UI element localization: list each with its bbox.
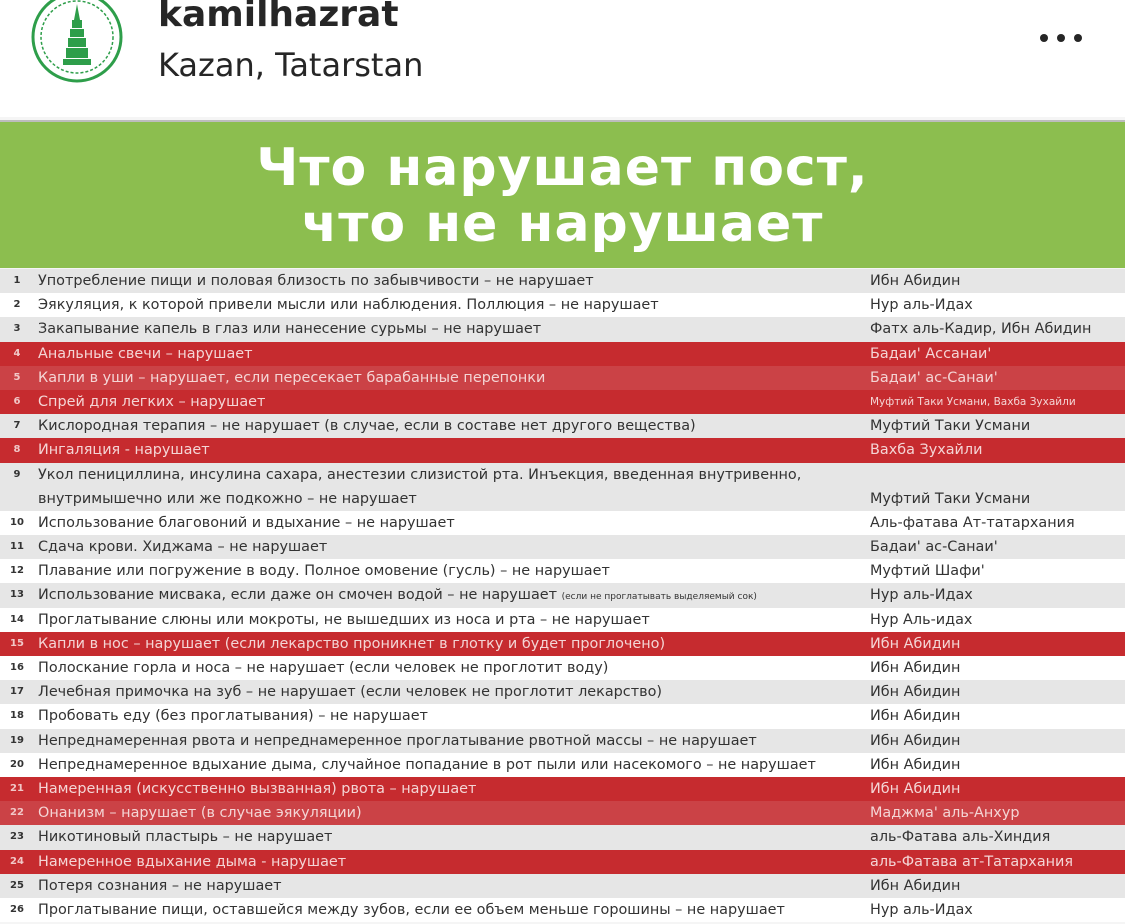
row-number: 13 (10, 589, 24, 601)
row-number: 21 (10, 782, 24, 794)
row-text (38, 317, 864, 341)
row-source: аль-Фатава ат-Татархания (870, 853, 1074, 870)
row-number: 10 (10, 516, 24, 528)
row-text-main: Ингаляция - нарушает (38, 442, 210, 459)
row-number: 2 (13, 299, 21, 311)
row-text-main: Лечебная примочка на зуб – не нарушает (если человек не проглотит лекарство) (38, 684, 663, 701)
row-text-main: Намеренная (искусственно вызванная) рвота – нарушает (38, 780, 477, 797)
table-row (0, 874, 1125, 898)
row-text-main: Анальные свечи – нарушает (38, 345, 253, 362)
row-source: Муфтий Таки Усмани, Вахба Зухайли (870, 395, 1076, 408)
row-text (38, 269, 864, 293)
row-text (38, 777, 864, 801)
row-text-main: Эякуляция, к которой привели мысли или наблюдения. Поллюция – не нарушает (38, 297, 659, 314)
table-row (0, 753, 1125, 777)
row-number: 22 (10, 807, 24, 819)
row-source: Ибн Абидин (870, 660, 961, 677)
row-text-main: Пробовать еду (без проглатывания) – не нарушает (38, 708, 428, 725)
row-number: 6 (13, 395, 21, 407)
row-source: Аль-фатава Ат-татархания (870, 514, 1075, 531)
row-text (38, 608, 864, 632)
row-text (38, 680, 864, 704)
row-source: Ибн Абидин (870, 877, 961, 894)
row-source: Нур Аль-идах (870, 611, 973, 628)
row-source: аль-Фатава аль-Хиндия (870, 829, 1051, 846)
row-text-main: Онанизм – нарушает (в случае эякуляции) (38, 805, 362, 822)
row-source: Фатх аль-Кадир, Ибн Абидин (870, 321, 1092, 338)
row-text (38, 366, 864, 390)
row-text (38, 463, 864, 511)
table-row (0, 293, 1125, 317)
row-text-main: Закапывание капель в глаз или нанесение сурьмы – не нарушает (38, 321, 542, 338)
row-text (38, 850, 864, 874)
row-text-main: Полоскание горла и носа – не нарушает (если человек не проглотит воду) (38, 660, 609, 677)
table-row (0, 559, 1125, 583)
row-text (38, 632, 864, 656)
banner-title-line1: Что нарушает пост, (256, 138, 869, 198)
table-row (0, 656, 1125, 680)
post-image (0, 117, 1125, 924)
table-row (0, 898, 1125, 922)
row-number: 9 (13, 468, 21, 480)
row-source: Вахба Зухайли (870, 442, 983, 459)
row-text-main: Никотиновый пластырь – не нарушает (38, 829, 333, 846)
row-number: 12 (10, 565, 24, 577)
row-number: 23 (10, 831, 24, 843)
table-row (0, 366, 1125, 390)
row-source: Нур аль-Идах (870, 587, 973, 604)
row-number: 1 (13, 275, 21, 286)
banner (0, 120, 1125, 268)
row-number: 3 (13, 323, 21, 335)
row-source: Бадаи' ас-Санаи' (870, 539, 998, 556)
table-row (0, 535, 1125, 559)
row-text (38, 438, 864, 462)
row-text (38, 583, 864, 609)
table-row (0, 390, 1125, 414)
row-number: 8 (13, 444, 21, 456)
table-row (0, 463, 1125, 511)
row-text-main: Использование благовоний и вдыхание – не нарушает (38, 514, 455, 531)
row-text (38, 535, 864, 559)
row-number: 18 (10, 710, 24, 722)
row-number: 14 (10, 613, 24, 625)
row-source: Ибн Абидин (870, 684, 961, 701)
rules-table (0, 269, 1125, 922)
row-text (38, 511, 864, 535)
row-source: Ибн Абидин (870, 635, 961, 652)
row-source: Маджма' аль-Анхур (870, 805, 1020, 822)
row-text-main: Намеренное вдыхание дыма - нарушает (38, 853, 347, 870)
row-number: 16 (10, 662, 24, 674)
row-source: Ибн Абидин (870, 780, 961, 797)
table-row (0, 704, 1125, 728)
row-number: 4 (13, 347, 21, 359)
table-row (0, 438, 1125, 462)
row-number: 25 (10, 879, 24, 891)
row-text-main: Потеря сознания – не нарушает (38, 877, 282, 894)
row-number: 11 (10, 541, 24, 553)
row-text-main: Использование мисвака, если даже он смочен водой – не нарушает (38, 587, 558, 604)
row-text-main: Капли в уши – нарушает, если пересекает барабанные перепонки (38, 369, 546, 386)
table-row (0, 729, 1125, 753)
row-text-main: Непреднамеренная рвота и непреднамеренное проглатывание рвотной массы – не нарушает (38, 732, 757, 749)
row-number: 5 (13, 371, 21, 383)
table-row (0, 342, 1125, 366)
mosque-minaret-logo-icon (30, 0, 124, 84)
row-number: 26 (10, 903, 24, 915)
row-number: 7 (13, 420, 21, 432)
banner-title-line2: что не нарушает (301, 194, 824, 254)
row-text-main: Капли в нос – нарушает (если лекарство проникнет в глотку и будет проглочено) (38, 635, 666, 652)
row-text (38, 559, 864, 583)
table-row (0, 632, 1125, 656)
row-number: 19 (10, 734, 24, 746)
row-source: Ибн Абидин (870, 756, 961, 773)
row-number: 20 (10, 758, 24, 770)
row-source: Ибн Абидин (870, 732, 961, 749)
location[interactable]: Kazan, Tatarstan (158, 46, 424, 84)
row-source: Нур аль-Идах (870, 297, 973, 314)
row-text (38, 801, 864, 825)
row-source: Муфтий Таки Усмани (870, 418, 1031, 435)
row-text (38, 898, 864, 922)
row-number: 17 (10, 686, 24, 698)
row-source: Ибн Абидин (870, 708, 961, 725)
row-text-main: Кислородная терапия – не нарушает (в случае, если в составе нет другого вещества) (38, 418, 696, 435)
table-row (0, 269, 1125, 293)
table-row (0, 511, 1125, 535)
row-text-main: Сдача крови. Хиджама – не нарушает (38, 539, 328, 556)
row-text (38, 390, 864, 414)
more-horizontal-icon[interactable] (1036, 24, 1086, 52)
row-text-main: Употребление пищи и половая близость по забывчивости – не нарушает (38, 273, 594, 289)
row-text (38, 414, 864, 438)
row-text (38, 753, 864, 777)
table-row (0, 680, 1125, 704)
table-row (0, 414, 1125, 438)
table-row (0, 850, 1125, 874)
banner-title (0, 140, 1125, 252)
table-row (0, 583, 1125, 607)
row-source: Ибн Абидин (870, 273, 961, 289)
username[interactable]: kamilhazrat (158, 0, 399, 35)
post-header (0, 0, 1125, 116)
row-source: Муфтий Таки Усмани (870, 490, 1031, 507)
table-row (0, 317, 1125, 341)
table-row (0, 777, 1125, 801)
row-text-main: Плавание или погружение в воду. Полное омовение (гусль) – не нарушает (38, 563, 610, 580)
row-source: Муфтий Шафи' (870, 563, 985, 580)
table-row (0, 608, 1125, 632)
row-text (38, 825, 864, 849)
row-source: Бадаи' Ассанаи' (870, 345, 992, 362)
table-row (0, 825, 1125, 849)
row-source: Бадаи' ас-Санаи' (870, 369, 998, 386)
row-text (38, 293, 864, 317)
row-number: 15 (10, 637, 24, 649)
row-source: Нур аль-Идах (870, 901, 973, 918)
row-text-main: Непреднамеренное вдыхание дыма, случайное попадание в рот пыли или насекомого – не нарушает (38, 756, 816, 773)
row-number: 24 (10, 855, 24, 867)
avatar[interactable] (30, 0, 124, 84)
row-text (38, 342, 864, 366)
row-text (38, 874, 864, 898)
row-text-main: Проглатывание слюны или мокроты, не вышедших из носа и рта – не нарушает (38, 611, 650, 628)
row-text (38, 704, 864, 728)
row-text (38, 729, 864, 753)
row-note: (если не проглатывать выделяемый сок) (561, 592, 757, 603)
table-row (0, 801, 1125, 825)
row-text (38, 656, 864, 680)
row-text-main: Спрей для легких – нарушает (38, 393, 266, 410)
row-text-main: Проглатывание пищи, оставшейся между зубов, если ее объем меньше горошины – не нарушает (38, 901, 785, 918)
row-text-main: Укол пенициллина, инсулина сахара, анестезии слизистой рта. Инъекция, введенная внутривенно, внутримышечно или же подкожно – не нарушает (38, 466, 802, 507)
